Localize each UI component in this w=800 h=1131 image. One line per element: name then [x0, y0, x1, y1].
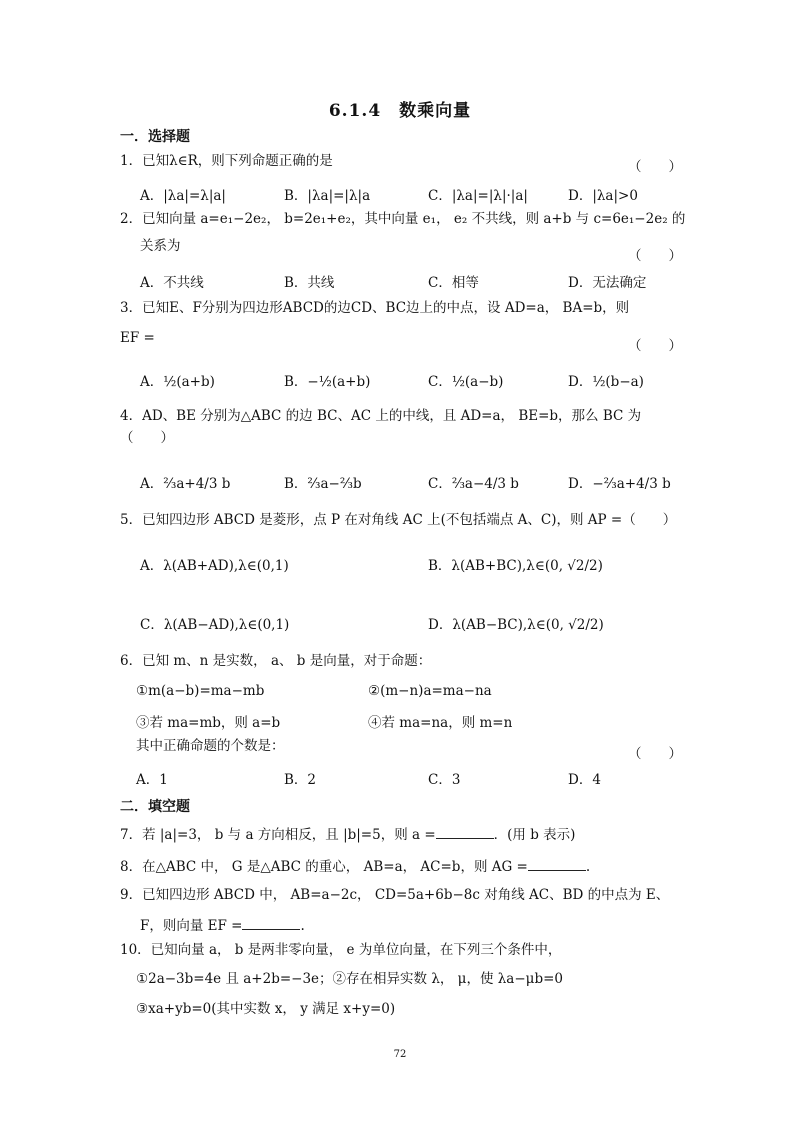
q9-stem-cont [140, 917, 305, 934]
q4-option-d: D．−⅔a+4/3 b [568, 476, 671, 492]
q10-stem: 10．已知向量 a， b 是两非零向量， e 为单位向量，在下列三个条件中， [120, 942, 562, 958]
q6-option-d: D．4 [568, 772, 601, 788]
q2-stem: 2．已知向量 a=e₁−2e₂， b=2e₁+e₂，其中向量 e₁， e₂ 不共线，则 a+b 与 c=6e₁−2e₂ 的 [120, 211, 686, 227]
q9-stem: 9．已知四边形 ABCD 中， AB=a−2c， CD=5a+6b−8c 对角线 AC、BD 的中点为 E、 [120, 887, 670, 903]
q2-answer-paren: （ ） [628, 248, 682, 264]
q1-option-c: C．|λa|=|λ|·|a| [428, 188, 528, 204]
q10-condition-3: ③xa+yb=0(其中实数 x， y 满足 x+y=0) [136, 1001, 396, 1017]
q8-answer-blank[interactable] [528, 858, 586, 871]
q1-stem: 1．已知λ∈R，则下列命题正确的是 [120, 153, 333, 169]
section-heading-fill: 二．填空题 [120, 799, 190, 815]
q3-option-b: B．−½(a+b) [284, 374, 371, 390]
q2-option-c: C．相等 [428, 275, 479, 291]
q6-stem-cont: 其中正确命题的个数是： [136, 738, 285, 754]
q2-stem-cont: 关系为 [140, 238, 181, 254]
q8-stem [120, 858, 590, 875]
q1-option-d: D．|λa|>0 [568, 188, 638, 204]
page-number: 72 [393, 1049, 407, 1060]
q8-text: 8．在△ABC 中， G 是△ABC 的重心， AB=a， AC=b，则 AG = [120, 859, 528, 875]
q4-option-a: A．⅔a+4/3 b [140, 476, 231, 492]
q5-option-c: C．λ(AB−AD),λ∈(0,1) [140, 617, 290, 633]
q6-proposition-2: ②(m−n)a=ma−na [368, 683, 492, 699]
q7-answer-blank[interactable] [436, 826, 494, 839]
page-title: 6.1.4 数乘向量 [328, 101, 472, 121]
q5-option-b: B．λ(AB+BC),λ∈(0, √2/2) [428, 558, 603, 574]
q2-option-b: B．共线 [284, 275, 335, 291]
q9-answer-blank[interactable] [242, 917, 300, 930]
q3-option-c: C．½(a−b) [428, 374, 504, 390]
q6-answer-paren: （ ） [628, 746, 682, 762]
q5-option-a: A．λ(AB+AD),λ∈(0,1) [140, 558, 289, 574]
q5-stem: 5．已知四边形 ABCD 是菱形，点 P 在对角线 AC 上(不包括端点 A、C)，则 AP =（ ） [120, 512, 677, 528]
q5-option-d: D．λ(AB−BC),λ∈(0, √2/2) [428, 617, 604, 633]
q1-option-b: B．|λa|=|λ|a [284, 188, 371, 204]
q7-stem [120, 826, 575, 843]
q6-proposition-1: ①m(a−b)=ma−mb [136, 683, 265, 699]
q9-text: F，则向量 EF = [140, 918, 243, 934]
section-heading-choice: 一．选择题 [120, 129, 190, 145]
q9-text-end: . [300, 918, 305, 934]
q4-stem-cont: （ ） [120, 430, 174, 446]
q3-option-a: A．½(a+b) [140, 374, 215, 390]
q10-condition-1-2: ①2a−3b=4e 且 a+2b=−3e；②存在相异实数 λ， μ，使 λa−μb=0 [136, 971, 563, 987]
q4-option-b: B．⅔a−⅔b [284, 476, 362, 492]
q6-option-a: A．1 [136, 772, 168, 788]
q3-stem-cont: EF = [120, 330, 155, 346]
q7-text: 7．若 |a|=3， b 与 a 方向相反，且 |b|=5，则 a = [120, 827, 436, 843]
q3-stem: 3．已知E、F分别为四边形ABCD的边CD、BC边上的中点，设 AD=a， BA=b，则 [120, 300, 630, 316]
q8-text-end: . [585, 859, 591, 875]
q3-answer-paren: （ ） [628, 338, 682, 354]
q6-option-c: C．3 [428, 772, 461, 788]
q6-stem: 6．已知 m、n 是实数， a、 b 是向量，对于命题： [120, 653, 432, 669]
q4-stem: 4．AD、BE 分别为△ABC 的边 BC、AC 上的中线，且 AD=a， BE=b，那么 BC 为 [120, 408, 642, 424]
q2-option-a: A．不共线 [140, 275, 204, 291]
q6-option-b: B．2 [284, 772, 317, 788]
q4-option-c: C．⅔a−4/3 b [428, 476, 519, 492]
q6-proposition-4: ④若 ma=na，则 m=n [368, 715, 513, 731]
q7-text-end: ．(用 b 表示) [493, 827, 576, 843]
q3-option-d: D．½(b−a) [568, 374, 644, 390]
q6-proposition-3: ③若 ma=mb，则 a=b [136, 715, 281, 731]
q1-option-a: A．|λa|=λ|a| [140, 188, 226, 204]
q1-answer-paren: （ ） [628, 159, 682, 175]
q2-option-d: D．无法确定 [568, 275, 647, 291]
